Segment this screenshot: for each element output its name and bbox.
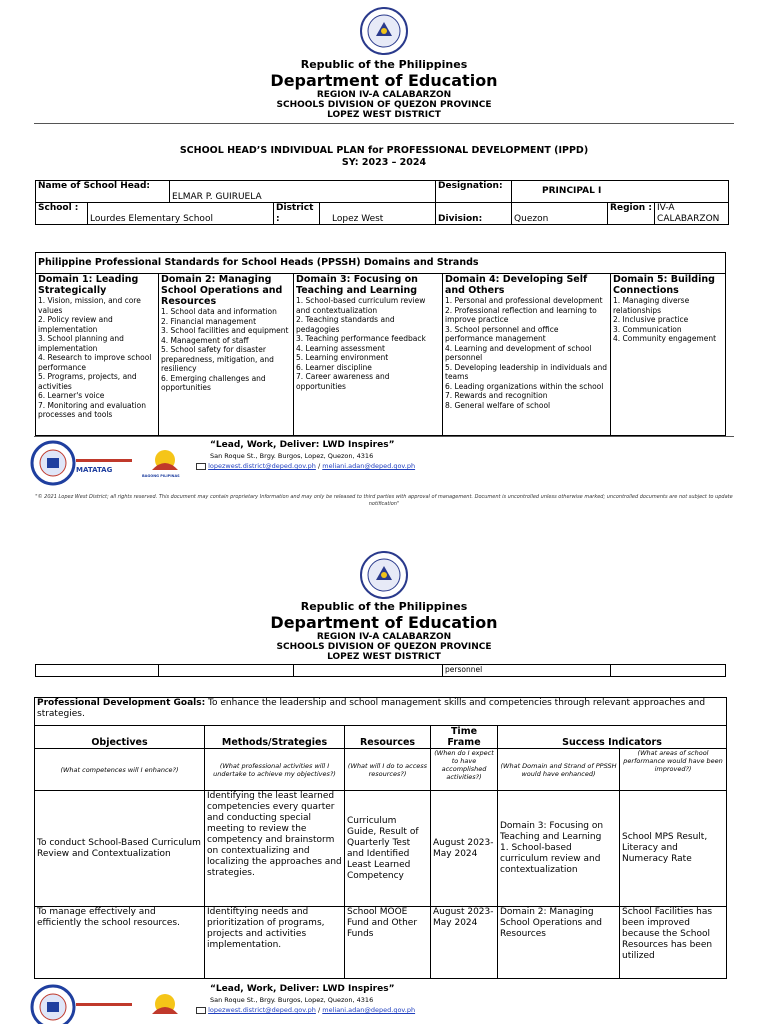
domain-3-title: Domain 3: Focusing on Teaching and Learning	[296, 274, 418, 296]
domain-hint: (What Domain and Strand of PPSSH would have enhanced)	[498, 749, 620, 791]
row-2-domain: Domain 2: Managing School Operations and Resources	[498, 907, 620, 979]
name-label: Name of School Head:	[36, 181, 170, 203]
bagong-pilipinas-text: BAGONG PILIPINAS	[142, 474, 180, 478]
row-1-methods: Identifying the least learned competencies every quarter and conducting special meeting to review the competency and brainstorm on contextualizing and localizing the approaches and strategies.	[205, 791, 345, 907]
domain-2-cell	[159, 274, 294, 436]
page-2	[0, 540, 768, 1024]
row-1-area: School MPS Result, Literacy and Numeracy Rate	[620, 791, 727, 907]
ppssh-domains-table	[35, 252, 726, 436]
footer-emails	[196, 1006, 415, 1014]
row-1-objective: To conduct School-Based Curriculum Review and Contextualization	[35, 791, 205, 907]
department-heading: Department of Education	[270, 71, 498, 90]
row-2-resources: School MOOE Fund and Other Funds	[345, 907, 431, 979]
region-heading: REGION IV-A CALABARZON	[316, 632, 452, 642]
domain-2-title: Domain 2: Managing School Operations and Resources	[161, 274, 283, 307]
document-title: SCHOOL HEAD’S INDIVIDUAL PLAN for PROFESSIONAL DEVELOPMENT (IPPD)	[179, 145, 589, 156]
bagong-pilipinas-logo	[142, 446, 186, 486]
department-heading: Department of Education	[270, 613, 498, 632]
domain-5-cell	[611, 274, 726, 436]
resources-hint: (What will I do to access resources?)	[345, 749, 431, 791]
methods-hint: (What professional activities will I undertake to achieve my objectives?)	[205, 749, 345, 791]
objectives-hint: (What competences will I enhance?)	[35, 749, 205, 791]
goals-label: Professional Development Goals:	[37, 698, 206, 708]
overflow-cell-5	[611, 665, 726, 677]
row-1-resources: Curriculum Guide, Result of Quarterly Test and Identified Least Learned Competency	[345, 791, 431, 907]
district-label: District :	[274, 203, 320, 225]
row-1-timeframe: August 2023-May 2024	[431, 791, 498, 907]
page-1-footer	[24, 440, 744, 500]
footer-address: San Roque St., Brgy. Burgos, Lopez, Quezon, 4316	[210, 452, 374, 460]
footer-slogan: “Lead, Work, Deliver: LWD Inspires”	[210, 440, 395, 450]
overflow-cell-3	[294, 665, 443, 677]
region-value: IV-A CALABARZON	[655, 203, 729, 225]
overflow-cell-2	[159, 665, 294, 677]
mail-icon	[196, 1007, 206, 1014]
matatag-logo	[76, 992, 132, 1024]
table-row	[35, 791, 727, 907]
designation-value: PRINCIPAL I	[512, 181, 729, 203]
district-email-link[interactable]: lopezwest.district@deped.gov.ph	[208, 462, 316, 470]
footer-disclaimer: "© 2021 Lopez West District; all rights reserved. This document may contain proprietary Information and may only be released to third parties with approval of management. Document is uncontrolled unless otherwise marked; uncontrolled documents are not subject to update notification"	[35, 494, 733, 507]
division-heading: SCHOOLS DIVISION OF QUEZON PROVINCE	[276, 100, 492, 110]
school-head-info-table	[35, 180, 729, 225]
domain-5-strands: 1. Managing diverse relationships 2. Inclusive practice 3. Communication 4. Community engagement	[613, 296, 717, 343]
domain-5-title: Domain 5: Building Connections	[613, 274, 715, 296]
school-year: SY: 2023 – 2024	[341, 157, 427, 168]
district-logo-icon	[30, 984, 76, 1024]
bagong-pilipinas-icon	[150, 448, 180, 472]
footer-emails	[196, 462, 415, 470]
school-label: School :	[36, 203, 88, 225]
row-2-methods: Identiftying needs and prioritization of programs, projects and activities implementation.	[205, 907, 345, 979]
row-1-domain: Domain 3: Focusing on Teaching and Learning 1. School-based curriculum review and contextualization	[498, 791, 620, 907]
district-heading: LOPEZ WEST DISTRICT	[327, 652, 441, 662]
domain-4-cell	[443, 274, 611, 436]
domain-1-strands: 1. Vision, mission, and core values 2. Policy review and implementation 3. School planning and implementation 4. Research to improve school performance 5. Programs, projects, and activities 6. Learner's voice 7. Monitoring and evaluation processes and tools	[38, 296, 152, 419]
timeframe-hint: (When do I expect to have accomplished activities?)	[431, 749, 498, 791]
republic-heading: Republic of the Philippines	[300, 600, 468, 613]
success-indicators-header: Success Indicators	[498, 726, 727, 749]
matatag-logo-text: MATATAG	[76, 466, 113, 474]
goals-cell	[35, 698, 727, 726]
district-email-link[interactable]: lopezwest.district@deped.gov.ph	[208, 1006, 316, 1014]
goals-text: To enhance the leadership and school management skills and competencies through relevant approaches and strategies.	[37, 698, 706, 719]
domain-4-title: Domain 4: Developing Self and Others	[445, 274, 588, 296]
domain-1-cell	[36, 274, 159, 436]
matatag-logo	[76, 448, 132, 488]
deped-seal-icon	[359, 550, 409, 600]
mail-icon	[196, 463, 206, 470]
division-label: Division:	[436, 203, 512, 225]
domain-1-title: Domain 1: Leading Strategically	[38, 274, 139, 296]
designation-label: Designation:	[436, 181, 512, 203]
district-heading: LOPEZ WEST DISTRICT	[327, 110, 441, 120]
overflow-cell-4: personnel	[443, 665, 611, 677]
resources-header: Resources	[345, 726, 431, 749]
principal-email-link[interactable]: meliani.adan@deped.gov.ph	[322, 462, 416, 470]
domain-4-strands: 1. Personal and professional development 2. Professional reflection and learning to improve practice 3. School personnel and office performance management 4. Learning and development of school personnel 5. Developing leadership in individuals and teams 6. Leading organizations within the school 7. Rewards and recognition 8. General welfare of school	[445, 296, 608, 410]
areas-hint: (What areas of school performance would have been improved?)	[620, 749, 727, 791]
row-2-objective: To manage effectively and efficiently the school resources.	[35, 907, 205, 979]
row-2-timeframe: August 2023-May 2024	[431, 907, 498, 979]
development-plan-table	[34, 697, 727, 979]
domain-3-cell	[294, 274, 443, 436]
name-value: ELMAR P. GUIRUELA	[170, 181, 436, 203]
page-2-footer	[24, 984, 744, 1024]
ppssh-title: Philippine Professional Standards for School Heads (PPSSH) Domains and Strands	[36, 253, 726, 274]
principal-email-link[interactable]: meliani.adan@deped.gov.ph	[322, 1006, 416, 1014]
region-heading: REGION IV-A CALABARZON	[316, 90, 452, 100]
timeframe-header: Time Frame	[431, 726, 498, 749]
division-heading: SCHOOLS DIVISION OF QUEZON PROVINCE	[276, 642, 492, 652]
ppssh-overflow-row	[35, 664, 726, 677]
deped-wordmark-icon	[76, 448, 132, 462]
email-separator: /	[317, 1006, 321, 1014]
table-row	[35, 907, 727, 979]
republic-heading: Republic of the Philippines	[300, 58, 468, 71]
footer-divider	[34, 436, 734, 437]
domain-2-strands: 1. School data and information 2. Financial management 3. School facilities and equipment 4. Management of staff 5. School safety for disaster preparedness, mitigation, and resiliency 6. Emerging challenges and opportunities	[161, 307, 289, 392]
footer-slogan: “Lead, Work, Deliver: LWD Inspires”	[210, 984, 395, 994]
methods-header: Methods/Strategies	[205, 726, 345, 749]
district-value: Lopez West	[320, 203, 436, 225]
deped-seal-icon	[359, 6, 409, 56]
district-logo-icon	[30, 440, 76, 486]
division-value: Quezon	[512, 203, 608, 225]
overflow-cell-1	[36, 665, 159, 677]
footer-address: San Roque St., Brgy. Burgos, Lopez, Quezon, 4316	[210, 996, 374, 1004]
deped-wordmark-icon	[76, 992, 132, 1006]
region-label: Region :	[608, 203, 655, 225]
domain-3-strands: 1. School-based curriculum review and contextualization 2. Teaching standards and pedagogies 3. Teaching performance feedback 4. Learning assessment 5. Learning environment 6. Learner discipline 7. Career awareness and opportunities	[296, 296, 426, 391]
objectives-header: Objectives	[35, 726, 205, 749]
bagong-pilipinas-icon	[150, 992, 180, 1016]
row-2-area: School Facilities has been improved because the School Resources has been utilized	[620, 907, 727, 979]
email-separator: /	[317, 462, 321, 470]
school-value: Lourdes Elementary School	[88, 203, 274, 225]
header-divider	[34, 123, 734, 124]
